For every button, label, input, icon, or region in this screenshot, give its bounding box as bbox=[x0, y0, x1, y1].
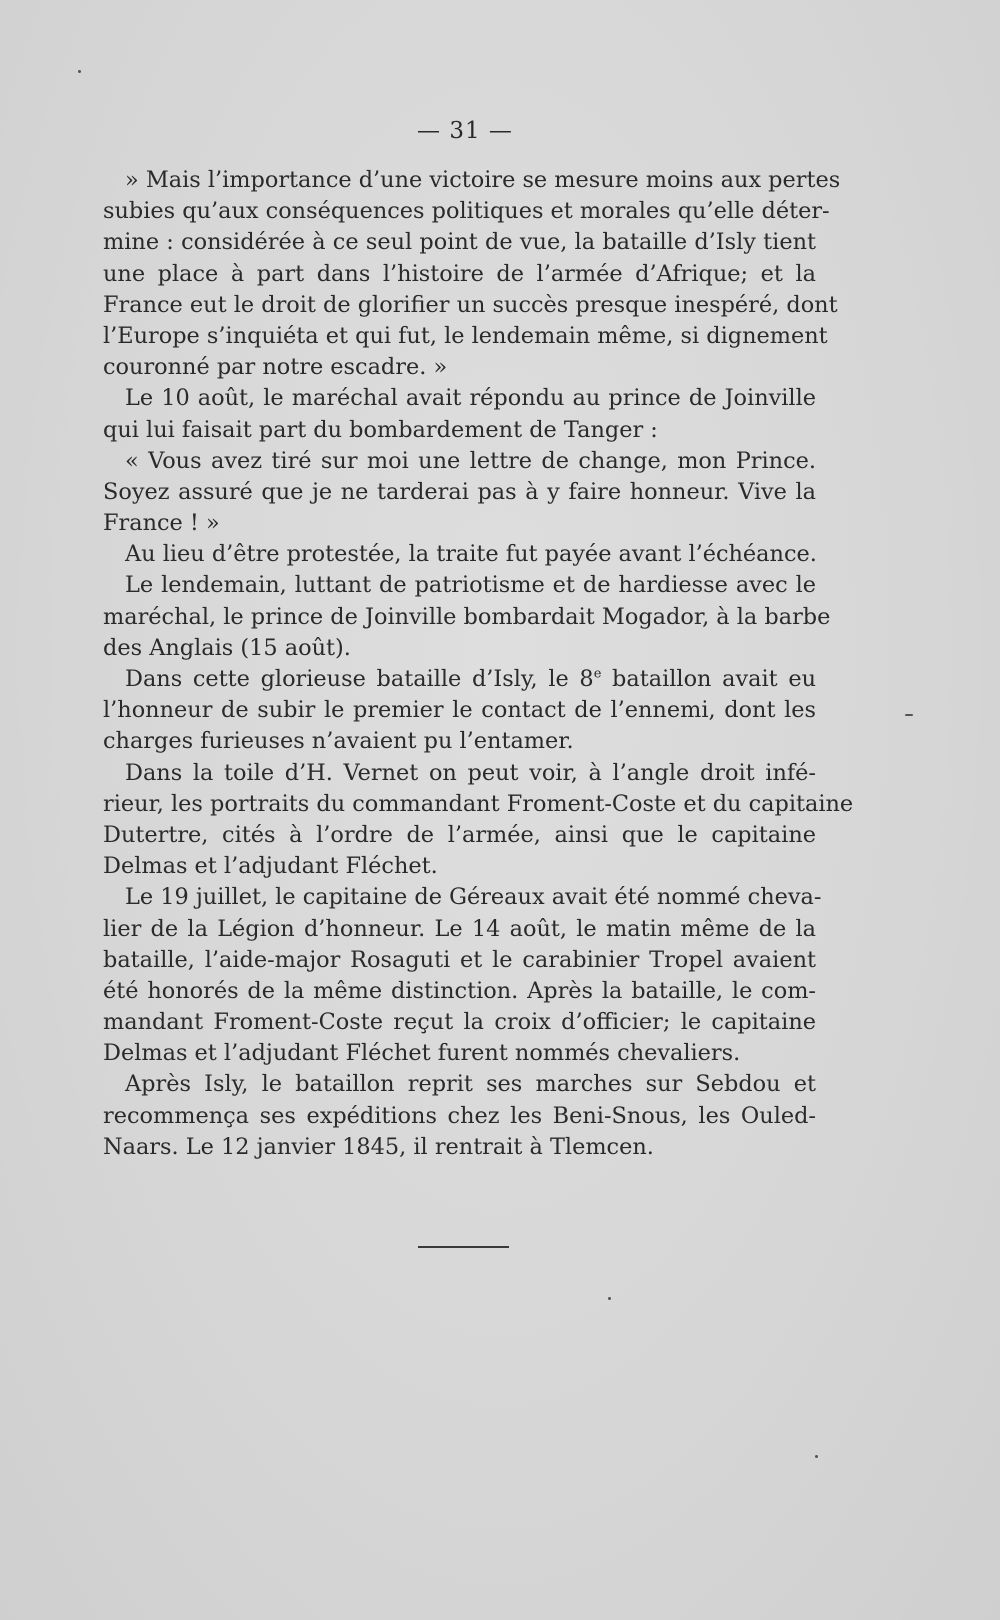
text-line: Delmas et l’adjudant Fléchet. bbox=[103, 853, 438, 880]
text-line: mine : considérée à ce seul point de vue, la bataille d’Isly tient bbox=[103, 229, 816, 256]
text-line: rieur, les portraits du commandant Froment-Coste et du capitaine bbox=[103, 790, 854, 817]
paper-speck bbox=[608, 1297, 611, 1300]
text-line: qui lui faisait part du bombardement de Tanger : bbox=[103, 416, 658, 443]
text-line: été honorés de la même distinction. Après la bataille, le com- bbox=[103, 977, 816, 1004]
text-line: Naars. Le 12 janvier 1845, il rentrait à Tlemcen. bbox=[103, 1133, 654, 1160]
page-number: — 31 — bbox=[417, 118, 513, 144]
text-line: mandant Froment-Coste reçut la croix d’officier; le capitaine bbox=[103, 1009, 816, 1036]
text-line: Soyez assuré que je ne tarderai pas à y faire honneur. Vive la bbox=[103, 478, 816, 505]
text-line: France eut le droit de glorifier un succès presque inespéré, dont bbox=[103, 291, 838, 318]
paper-speck bbox=[78, 70, 81, 73]
text-line: lier de la Légion d’honneur. Le 14 août, le matin même de la bbox=[103, 915, 816, 942]
text-line: » Mais l’importance d’une victoire se mesure moins aux pertes bbox=[125, 167, 841, 193]
text-line: Dutertre, cités à l’ordre de l’armée, ainsi que le capitaine bbox=[103, 821, 816, 848]
ordinal-superscript: e bbox=[593, 666, 602, 682]
text-line: des Anglais (15 août). bbox=[103, 634, 351, 661]
line-segment: bataillon avait eu bbox=[601, 666, 816, 692]
text-line: Le 10 août, le maréchal avait répondu au prince de Joinville bbox=[125, 385, 816, 412]
text-line: recommença ses expéditions chez les Beni-Snous, les Ouled- bbox=[103, 1102, 816, 1129]
body-text bbox=[103, 165, 854, 1163]
paper-speck bbox=[815, 1455, 818, 1458]
text-line: l’Europe s’inquiéta et qui fut, le lendemain même, si dignement bbox=[103, 322, 828, 349]
text-line: France ! » bbox=[103, 510, 220, 537]
text-line: bataille, l’aide-major Rosaguti et le carabinier Tropel avaient bbox=[103, 946, 816, 973]
text-line: Dans la toile d’H. Vernet on peut voir, à l’angle droit infé- bbox=[125, 759, 816, 786]
text-line: Le 19 juillet, le capitaine de Géreaux avait été nommé cheva- bbox=[125, 884, 822, 911]
text-line: subies qu’aux conséquences politiques et morales qu’elle déter- bbox=[103, 198, 830, 225]
text-line: Après Isly, le bataillon reprit ses marches sur Sebdou et bbox=[125, 1071, 816, 1098]
text-line: Au lieu d’être protestée, la traite fut payée avant l’échéance. bbox=[125, 541, 817, 568]
text-line: charges furieuses n’avaient pu l’entamer. bbox=[103, 728, 574, 755]
end-rule bbox=[418, 1246, 509, 1248]
text-line bbox=[103, 664, 816, 695]
text-line: une place à part dans l’histoire de l’armée d’Afrique; et la bbox=[103, 260, 816, 287]
line-segment: Dans cette glorieuse bataille d’Isly, le 8 bbox=[125, 666, 594, 692]
text-line: maréchal, le prince de Joinville bombardait Mogador, à la barbe bbox=[103, 603, 831, 630]
paper-speck bbox=[905, 714, 913, 716]
text-line: l’honneur de subir le premier le contact de l’ennemi, dont les bbox=[103, 697, 816, 724]
text-line: Le lendemain, luttant de patriotisme et de hardiesse avec le bbox=[125, 572, 816, 599]
text-line: couronné par notre escadre. » bbox=[103, 354, 448, 381]
text-line: « Vous avez tiré sur moi une lettre de change, mon Prince. bbox=[125, 447, 816, 474]
text-line: Delmas et l’adjudant Fléchet furent nommés chevaliers. bbox=[103, 1040, 741, 1067]
